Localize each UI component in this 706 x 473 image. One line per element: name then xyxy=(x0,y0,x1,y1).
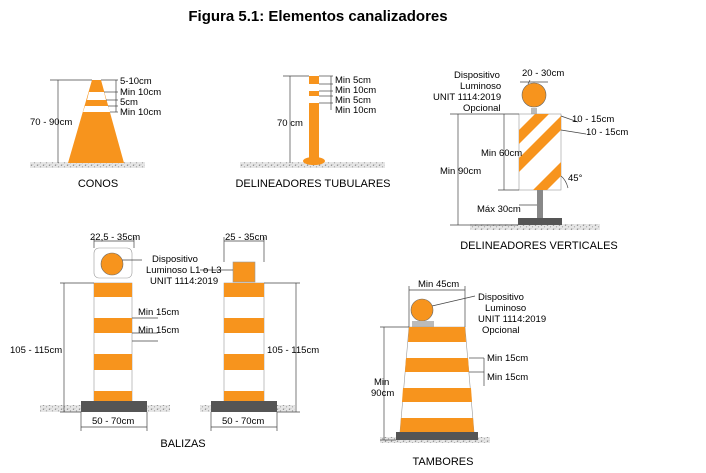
cones-caption: CONOS xyxy=(77,178,119,190)
drum-device-line1: Dispositivo xyxy=(478,292,524,303)
vd-panel-height-label: Min 60cm xyxy=(481,148,523,159)
cone-band1-label: Min 10cm xyxy=(120,87,162,98)
post xyxy=(537,190,543,218)
drum-band1-label: Min 15cm xyxy=(487,353,529,364)
baliza-band2-label: Min 15cm xyxy=(138,325,180,336)
device-mount xyxy=(412,321,434,327)
post-base xyxy=(518,218,562,225)
drum-device-line2: Luminoso xyxy=(485,303,527,314)
vd-angle-label: 45° xyxy=(568,173,583,184)
vd-device-line2: Luminoso xyxy=(460,81,502,92)
tubular-caption: DELINEADORES TUBULARES xyxy=(235,178,391,190)
tube-white-band xyxy=(309,96,319,103)
vd-total-height-label: Min 90cm xyxy=(440,166,482,177)
baliza-right-width-label: 25 - 35cm xyxy=(225,232,268,243)
light-device-icon xyxy=(233,262,255,282)
figure-title: Figura 5.1: Elementos canalizadores xyxy=(188,8,448,25)
cone-gap-label: 5cm xyxy=(120,97,138,108)
cone-band2-label: Min 10cm xyxy=(120,107,162,118)
baliza-right-base-label: 50 - 70cm xyxy=(222,416,265,427)
drum-height-line2: 90cm xyxy=(371,388,395,399)
drum-band2-label: Min 15cm xyxy=(487,372,529,383)
vd-stripe2-label: 10 - 15cm xyxy=(586,127,629,138)
baliza-right-height-label: 105 - 115cm xyxy=(267,345,320,356)
tube-base xyxy=(303,157,325,165)
baliza-left-base-label: 50 - 70cm xyxy=(92,416,135,427)
tube-height-label: 70 cm xyxy=(277,118,303,129)
tube-d4-label: Min 10cm xyxy=(335,105,377,116)
tube-d2-label: Min 10cm xyxy=(335,85,377,96)
vd-device-line3: UNIT 1114:2019 xyxy=(433,92,502,103)
baliza-body xyxy=(94,283,132,401)
baliza-base xyxy=(81,401,147,412)
drum-device-line3: UNIT 1114:2019 xyxy=(478,314,547,325)
cone-height-label: 70 - 90cm xyxy=(30,117,73,128)
vd-stripe1-label: 10 - 15cm xyxy=(572,114,615,125)
cone-white-band xyxy=(83,106,110,112)
drum-figure xyxy=(380,286,490,443)
baliza-left-height-label: 105 - 115cm xyxy=(10,345,63,356)
device-mount xyxy=(531,108,537,114)
drum-width-label: Min 45cm xyxy=(418,279,460,290)
tambores-caption: TAMBORES xyxy=(412,456,474,468)
drum-height-line1: Min xyxy=(374,377,390,388)
baliza-device-line3: UNIT 1114:2019 xyxy=(150,276,219,287)
drum-base xyxy=(396,432,478,440)
tube-d3-label: Min 5cm xyxy=(335,95,371,106)
balizas-caption: BALIZAS xyxy=(160,438,206,450)
baliza-left-width-label: 22,5 - 35cm xyxy=(90,232,141,243)
baliza-band1-label: Min 15cm xyxy=(138,307,180,318)
vd-bottom-label: Máx 30cm xyxy=(477,204,521,215)
tube-d1-label: Min 5cm xyxy=(335,75,371,86)
light-device-icon xyxy=(522,83,546,107)
vd-device-line4: Opcional xyxy=(463,103,501,114)
drum-device-line4: Opcional xyxy=(482,325,520,336)
vd-device-line1: Dispositivo xyxy=(454,70,500,81)
vertical-caption: DELINEADORES VERTICALES xyxy=(460,240,618,252)
vd-device-width-label: 20 - 30cm xyxy=(522,68,565,79)
baliza-device-line1: Dispositivo xyxy=(152,254,198,265)
drum-body xyxy=(400,327,474,432)
light-device-icon xyxy=(411,299,433,321)
baliza-device-line2: Luminoso L1 o L3 xyxy=(146,265,222,276)
cone-white-band xyxy=(87,92,106,100)
cone-top-label: 5-10cm xyxy=(120,76,152,87)
light-device-icon xyxy=(101,253,123,275)
baliza-body xyxy=(224,283,264,401)
baliza-base xyxy=(211,401,277,412)
tube-white-band xyxy=(309,84,319,91)
